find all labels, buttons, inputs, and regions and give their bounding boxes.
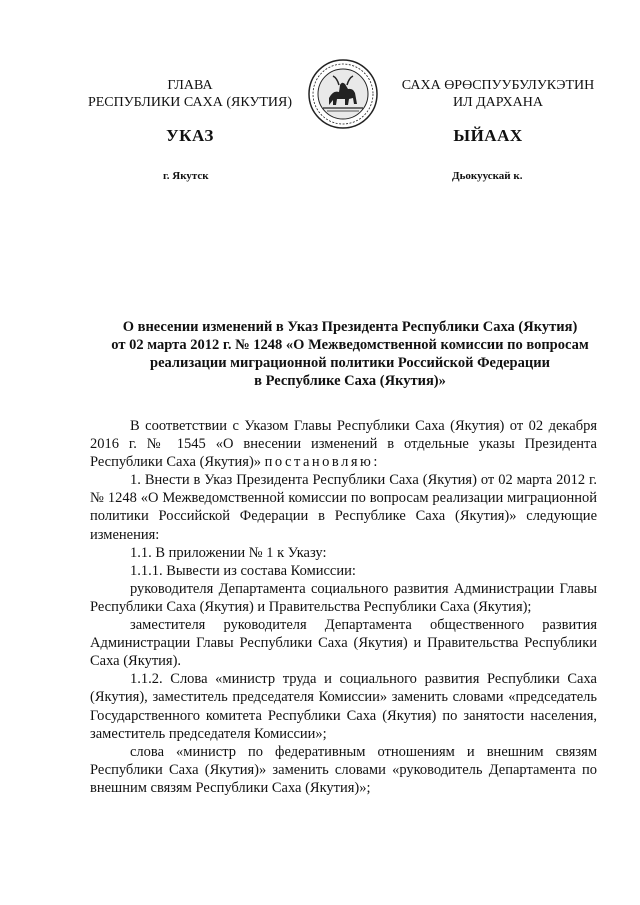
header-right-line1: САХА ӨРӨСПУУБУЛУКЭТИН — [401, 78, 595, 93]
header-right — [388, 77, 608, 111]
city-left: г. Якутск — [163, 170, 209, 182]
document-title — [90, 318, 610, 390]
preamble-text: В соответствии с Указом Главы Республики Саха (Якутия) от 02 декабря 2016 г. № 1545 «О внесении изменений в отдельные указы Президента Республики Саха (Якутия)» — [90, 418, 597, 471]
paragraph-preamble — [90, 417, 597, 471]
header-right-line2: ИЛ ДАРХАНА — [452, 95, 543, 110]
title-line-1: О внесении изменений в Указ Президента Республики Саха (Якутия) — [122, 319, 578, 335]
title-line-2: от 02 марта 2012 г. № 1248 «О Межведомственной комиссии по вопросам — [111, 337, 589, 353]
paragraph-words-replace: слова «министр по федеративным отношениям и внешним связям Республики Саха (Якутия)» заменить словами «руководитель Департамента по внешним связям Республики Саха (Якутия)»; — [90, 743, 597, 796]
paragraph-1-1-1: 1.1.1. Вывести из состава Комиссии: — [130, 562, 356, 579]
paragraph-1-1-2: 1.1.2. Слова «министр труда и социального развития Республики Саха (Якутия), заместитель председателя Комиссии» заменить словами «председатель Государственного комитета Республики Саха (Якутия) по занятости населения, заместитель председателя Комиссии»; — [90, 671, 597, 742]
doc-type-left: УКАЗ — [166, 126, 214, 145]
title-line-4: в Республике Саха (Якутия)» — [254, 373, 446, 389]
title-line-3: реализации миграционной политики Российской Федерации — [150, 355, 550, 371]
paragraph-1-1: 1.1. В приложении № 1 к Указу: — [130, 544, 327, 561]
header-left-line1: ГЛАВА — [167, 78, 213, 93]
paragraph-1: 1. Внести в Указ Президента Республики Саха (Якутия) от 02 марта 2012 г. № 1248 «О Межведомственной комиссии по вопросам реализации миграционной политики Российской Федерации в Республике Саха (Якутия)» следующие изменения: — [90, 472, 597, 543]
doc-type-right: ЫЙААХ — [453, 126, 523, 145]
header-left — [70, 77, 310, 111]
paragraph-remove-2: заместителя руководителя Департамента общественного развития Администрации Главы Республики Саха (Якутия) и Правительства Республики Саха (Якутия). — [90, 617, 597, 670]
document-body — [90, 417, 597, 797]
paragraph-remove-1: руководителя Департамента социального развития Администрации Главы Республики Саха (Якутия) и Правительства Республики Саха (Якутия); — [90, 580, 597, 615]
header-left-line2: РЕСПУБЛИКИ САХА (ЯКУТИЯ) — [87, 95, 293, 110]
city-right: Дьокуускай к. — [452, 170, 523, 182]
coat-of-arms-emblem-icon — [307, 58, 379, 130]
resolve-word: постановляю: — [264, 454, 380, 471]
